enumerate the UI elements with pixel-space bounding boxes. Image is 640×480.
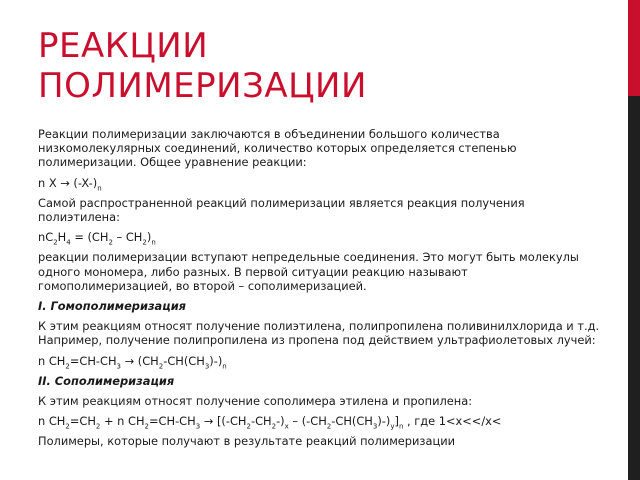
slide-title-line2: ПОЛИМЕРИЗАЦИИ bbox=[38, 66, 367, 106]
paragraph-monomers: реакции полимеризации вступают непредельные соединения. Это могут быть молекулы одного мономера, либо разных. В первой ситуации реакцию называют гомополимеризацией, во второй – сополимеризацией. bbox=[38, 250, 579, 293]
paragraph-intro: Реакции полимеризации заключаются в объединении большого количества низкомолекулярных соединений, количество которых определяется степенью полимеризации. Общее уравнение реакции: bbox=[38, 127, 517, 170]
equation-polyethylene: $nC_2H_4 = (CH_2 - CH_2)_n$ bbox=[38, 230, 156, 247]
slide-title-line1: РЕАКЦИИ bbox=[38, 26, 209, 66]
accent-bar-red-segment bbox=[628, 0, 640, 96]
accent-bar bbox=[628, 0, 640, 480]
equation-general: n $X \to (-X-)_n$ bbox=[38, 175, 102, 192]
equation-polypropylene: n $CH_2=CH-CH_3 \to (CH_2-CH(CH_3)-)_n$ bbox=[38, 353, 227, 370]
heading-homopolymerization: I. Гомополимеризация bbox=[38, 299, 186, 314]
slide-title bbox=[38, 26, 598, 106]
paragraph-polymers: Полимеры, которые получают в результате реакций полимеризации bbox=[38, 434, 456, 449]
paragraph-homopolymerization: К этим реакциям относят получение полиэтилена, полипропилена поливинилхлорида и т.д. Например, получение полипропилена из пропена под действием ультрафиолетовых лучей: bbox=[38, 319, 600, 348]
heading-copolymerization: II. Сополимеризация bbox=[38, 373, 175, 388]
paragraph-copolymerization: К этим реакциям относят получение сополимера этилена и пропилена: bbox=[38, 394, 473, 409]
paragraph-polyethylene: Самой распространенной реакций полимеризации является реакция получения полиэтилена: bbox=[38, 195, 525, 225]
equation-copolymer: n $CH_2=CH_2 + n$ $CH_2=CH-CH_3 \to [(-CH_2-CH_2-)_x - (-CH_2-CH(CH_3)-)_y]_n$ , где 1<x<</x< bbox=[38, 414, 502, 431]
slide-content bbox=[38, 127, 603, 455]
